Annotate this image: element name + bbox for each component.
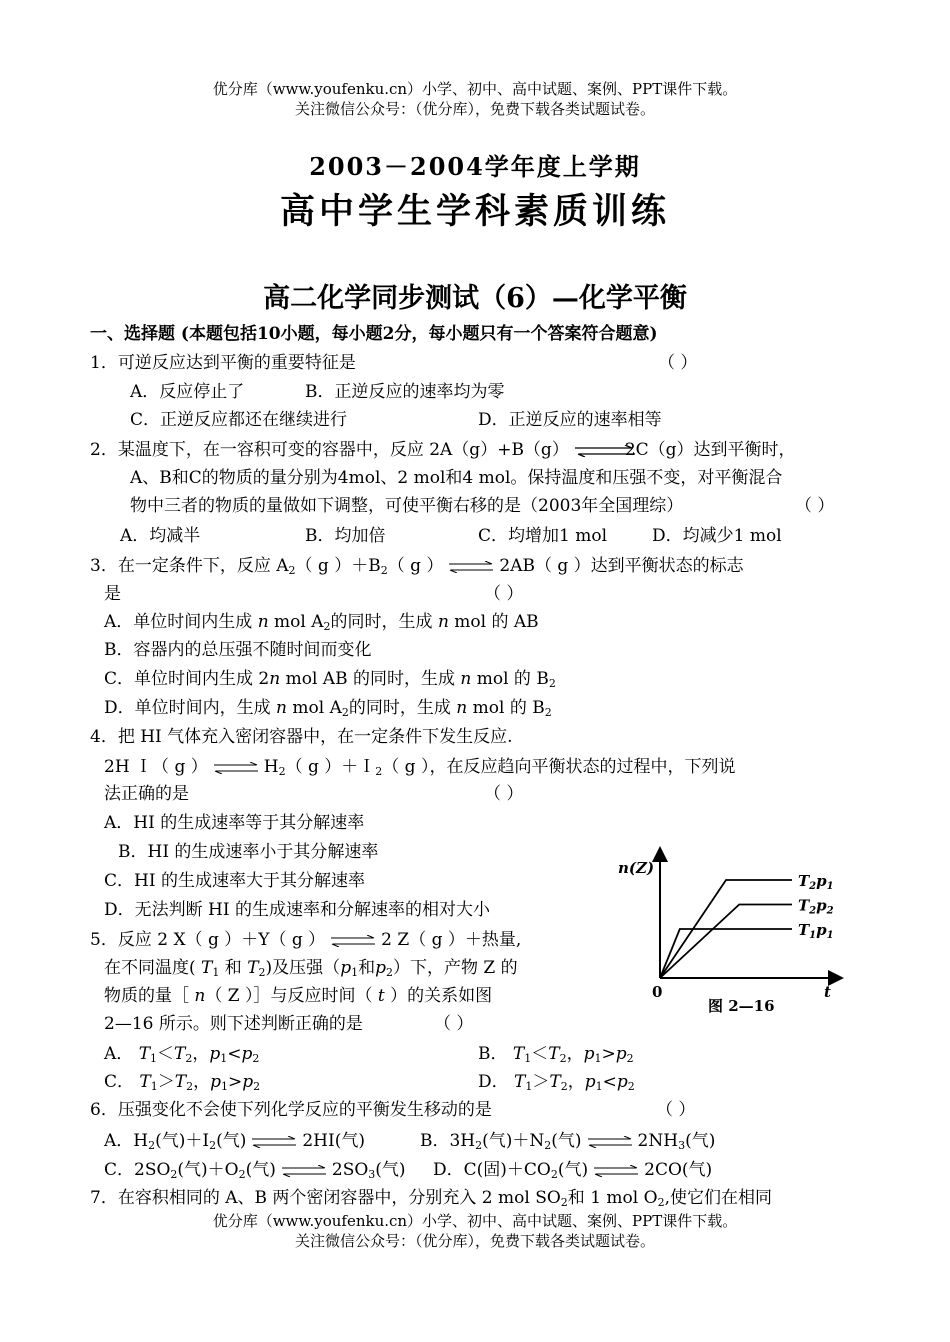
equilibrium-arrow-icon	[575, 445, 619, 457]
q2-stem-line1	[90, 439, 796, 461]
q5-stem-line4: 2—16 所示。则下述判断正确的是	[104, 1014, 363, 1034]
equilibrium-arrow-icon	[282, 1165, 326, 1177]
q5-option-a: A． $T_1<T_2$，$p_1<p_2$	[104, 1044, 260, 1065]
q3-stem-part3: （ g ）	[387, 556, 444, 576]
q2-option-b: B．均加倍	[305, 526, 386, 546]
q3-option-a: A．单位时间内生成 n mol $A_2$的同时，生成 n mol 的 AB	[104, 612, 539, 633]
q4-option-b: B．HI 的生成速率小于其分解速率	[118, 842, 379, 862]
q4-option-d: D．无法判断 HI 的生成速率和分解速率的相对大小	[104, 900, 490, 920]
q2-option-c: C．均增加1 mol	[478, 526, 608, 546]
q1-option-c: C．正逆反应都还在继续进行	[130, 410, 348, 430]
q1-answer-paren: （ ）	[658, 353, 698, 373]
q1-option-d: D．正逆反应的速率相等	[478, 410, 662, 430]
equilibrium-arrow-icon	[252, 1136, 296, 1148]
header-line-1: 优分库（www.youfenku.cn）小学、初中、高中试题、案例、PPT课件下载。	[212, 80, 738, 98]
q6-option-d: D．C(固)$+CO_2$(气) 2CO(气)	[433, 1160, 713, 1181]
curve-label: $T_1p_1$	[798, 921, 834, 941]
q7-stem-line1: 7．在容积相同的 A、B 两个密闭容器中，分别充入 2 mol $SO_2$和 1 mol $O_2$,使它们在相同	[90, 1188, 772, 1209]
year-title: 2003－2004学年度上学期	[309, 152, 641, 181]
q2-answer-paren: （ ）	[795, 496, 835, 516]
section-heading: 一、选择题 (本题包括10小题，每小题2分，每小题只有一个答案符合题意)	[90, 324, 658, 344]
y-axis-label: n(Z)	[618, 859, 655, 877]
q5-stem-line2: 在不同温度( $T_1$ 和 $T_2$)及压强（$p_1$和$p_2$）下，产物 Z 的	[104, 958, 518, 979]
q2-stem-part2: 2C（g）达到平衡时，	[624, 440, 796, 460]
q3-stem-part2: （ g ）＋B	[295, 556, 381, 576]
header-line-2: 关注微信公众号：（优分库），免费下载各类试题试卷。	[294, 100, 655, 118]
origin-label: 0	[652, 983, 663, 1001]
equilibrium-arrow-icon	[331, 935, 375, 947]
q5-answer-paren: （ ）	[434, 1014, 474, 1034]
footer-line-1: 优分库（www.youfenku.cn）小学、初中、高中试题、案例、PPT课件下载。	[212, 1212, 738, 1230]
q1-option-a: A．反应停止了	[130, 382, 245, 402]
q6-option-c: C．$2SO_2$(气)$+O_2$(气) $2SO_3$(气)	[104, 1160, 406, 1181]
q4-option-c: C．HI 的生成速率大于其分解速率	[104, 871, 365, 891]
q4-stem-line1: 4．把 HI 气体充入密闭容器中，在一定条件下发生反应.	[90, 727, 513, 747]
figure-2-16-graph	[614, 846, 844, 1021]
equilibrium-arrow-icon	[588, 1136, 632, 1148]
curve-label: $T_2p_1$	[798, 872, 834, 892]
q4-stem-line3: 法正确的是	[104, 784, 189, 804]
q3-stem-part4: 2AB（ g ）达到平衡状态的标志	[499, 556, 744, 576]
q3-option-c: C．单位时间内生成 2n mol AB 的同时，生成 n mol 的 $B_2$	[104, 669, 556, 690]
subscript: 2	[380, 564, 388, 577]
q2-stem-line3: 物中三者的物质的量做如下调整，可使平衡右移的是（2003年全国理综）	[130, 496, 684, 516]
equilibrium-arrow-icon	[449, 561, 493, 573]
q3-stem-line1	[90, 555, 744, 577]
q2-option-a: A．均减半	[120, 526, 201, 546]
q3-option-d: D．单位时间内，生成 n mol $A_2$的同时，生成 n mol 的 $B_2$	[104, 698, 552, 719]
q2-stem-line2: A、B和C的物质的量分别为4mol、2 mol和4 mol。保持温度和压强不变，对平衡混合	[130, 468, 783, 488]
equilibrium-arrow-icon	[214, 762, 258, 774]
q1-stem: 1．可逆反应达到平衡的重要特征是	[90, 353, 356, 373]
subscript: 2	[288, 564, 296, 577]
curve-line	[660, 905, 792, 979]
test-subtitle: 高二化学同步测试（6）—化学平衡	[263, 283, 687, 314]
main-title: 高中学生学科素质训练	[279, 191, 670, 232]
q5-stem-line1: 5．反应 2 X（ g ）＋Y（ g ） 2 Z（ g ）＋热量,	[90, 930, 522, 950]
q3-stem-line2: 是	[104, 584, 121, 604]
q6-stem: 6．压强变化不会使下列化学反应的平衡发生移动的是	[90, 1100, 492, 1120]
curve-label: $T_2p_2$	[798, 896, 834, 917]
q1-option-b: B．正逆反应的速率均为零	[305, 382, 505, 402]
q6-answer-paren: （ ）	[656, 1100, 696, 1120]
q3-answer-paren: （ ）	[484, 584, 524, 604]
q3-option-b: B．容器内的总压强不随时间而变化	[104, 640, 372, 660]
q5-option-c: C． $T_1>T_2$，$p_1>p_2$	[104, 1072, 261, 1093]
q2-option-d: D．均减少1 mol	[652, 526, 782, 546]
x-axis-label: t	[824, 983, 831, 1001]
equilibrium-arrow-icon	[594, 1165, 638, 1177]
figure-caption: 图 2—16	[708, 997, 775, 1015]
q2-stem-part1: 2．某温度下，在一容积可变的容器中，反应 2A（g）+B（g）	[90, 440, 569, 460]
curve-line	[660, 929, 792, 978]
q5-stem-line3: 物质的量［ n（ Z ）］与反应时间（ t ）的关系如图	[104, 986, 493, 1006]
q6-option-a: A．$H_2$(气)$+I_2$(气) 2HI(气)	[104, 1131, 365, 1152]
q3-stem-part1: 3．在一定条件下，反应 A	[90, 556, 289, 576]
q6-option-b: B．$3H_2$(气)$+N_2$(气) $2NH_3$(气)	[420, 1131, 716, 1152]
q5-option-d: D． $T_1>T_2$，$p_1<p_2$	[478, 1072, 635, 1093]
q4-option-a: A．HI 的生成速率等于其分解速率	[104, 813, 365, 833]
footer-line-2: 关注微信公众号：（优分库），免费下载各类试题试卷。	[294, 1232, 655, 1250]
q4-answer-paren: （ ）	[484, 784, 524, 804]
q4-equation-line: 2H Ｉ（ g ） $H_2$（ g ）＋Ｉ$_2$（ g ），在反应趋向平衡状态的过程中，下列说	[104, 757, 736, 778]
q5-option-b: B． $T_1<T_2$，$p_1>p_2$	[478, 1044, 634, 1065]
